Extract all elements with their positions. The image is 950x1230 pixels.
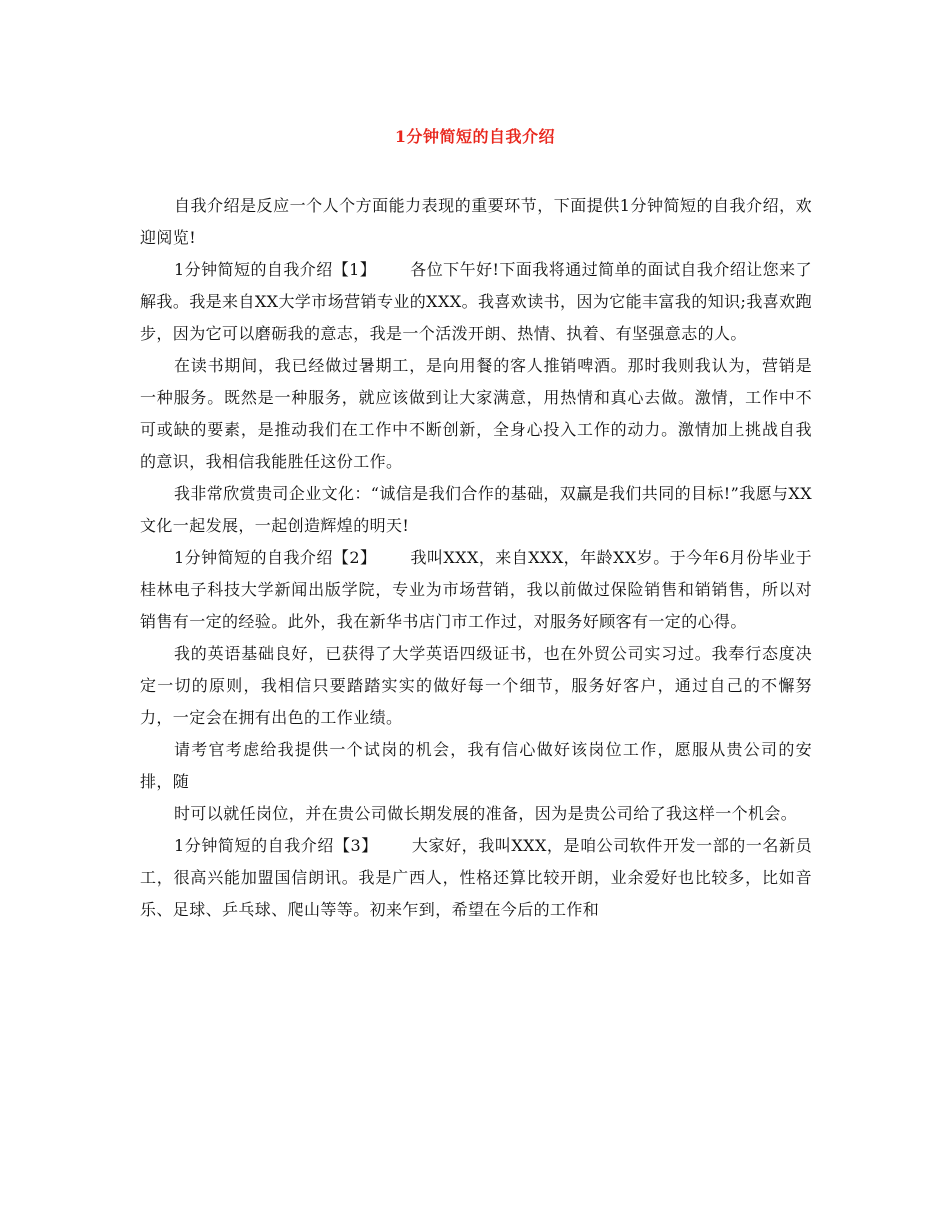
section-3-paragraph-1: [140, 830, 812, 926]
section-3-heading: 1分钟简短的自我介绍【3】: [174, 836, 378, 855]
section-1-paragraph-3: 我非常欣赏贵司企业文化：“诚信是我们合作的基础，双赢是我们共同的目标!”我愿与XX文化一起发展，一起创造辉煌的明天!: [140, 484, 812, 535]
section-2-text: 我叫XXX，来自XXX，年龄XX岁。于今年6月份毕业于桂林电子科技大学新闻出版学院，专业为市场营销，我以前做过保险销售和销销售，所以对销售有一定的经验。此外，我在新华书店门市工作过，对服务好顾客有一定的心得。: [140, 548, 812, 631]
intro-paragraph: 自我介绍是反应一个人个方面能力表现的重要环节，下面提供1分钟简短的自我介绍，欢迎阅览!: [140, 196, 812, 247]
section-2-paragraph-4: 时可以就任岗位，并在贵公司做长期发展的准备，因为是贵公司给了我这样一个机会。: [174, 804, 798, 823]
document-title: 1分钟简短的自我介绍: [394, 127, 556, 146]
section-1-text: 各位下午好!下面我将通过简单的面试自我介绍让您来了解我。我是来自XX大学市场营销专业的XXX。我喜欢读书，因为它能丰富我的知识;我喜欢跑步，因为它可以磨砺我的意志，我是一个活泼开朗、热情、执着、有坚强意志的人。: [140, 260, 812, 343]
section-3-text: 大家好，我叫XXX，是咱公司软件开发一部的一名新员工，很高兴能加盟国信朗讯。我是广西人，性格还算比较开朗，业余爱好也比较多，比如音乐、足球、乒乓球、爬山等等。初来乍到，希望在今后的工作和: [140, 836, 812, 919]
section-2-paragraph-2: 我的英语基础良好，已获得了大学英语四级证书，也在外贸公司实习过。我奉行态度决定一切的原则，我相信只要踏踏实实的做好每一个细节，服务好客户，通过自己的不懈努力，一定会在拥有出色的工作业绩。: [140, 644, 812, 727]
section-2-paragraph-3: 请考官考虑给我提供一个试岗的机会，我有信心做好该岗位工作，愿服从贵公司的安排，随: [140, 740, 812, 791]
section-1-paragraph-2: 在读书期间，我已经做过暑期工，是向用餐的客人推销啤酒。那时我则我认为，营销是一种服务。既然是一种服务，就应该做到让大家满意，用热情和真心去做。激情，工作中不可或缺的要素，是推动我们在工作中不断创新，全身心投入工作的动力。激情加上挑战自我的意识，我相信我能胜任这份工作。: [140, 356, 812, 471]
section-1-heading: 1分钟简短的自我介绍【1】: [174, 260, 377, 279]
section-1-paragraph-1: [140, 254, 812, 350]
document-body: [140, 190, 812, 926]
section-2-paragraph-1: [140, 542, 812, 638]
section-2-heading: 1分钟简短的自我介绍【2】: [174, 548, 377, 567]
